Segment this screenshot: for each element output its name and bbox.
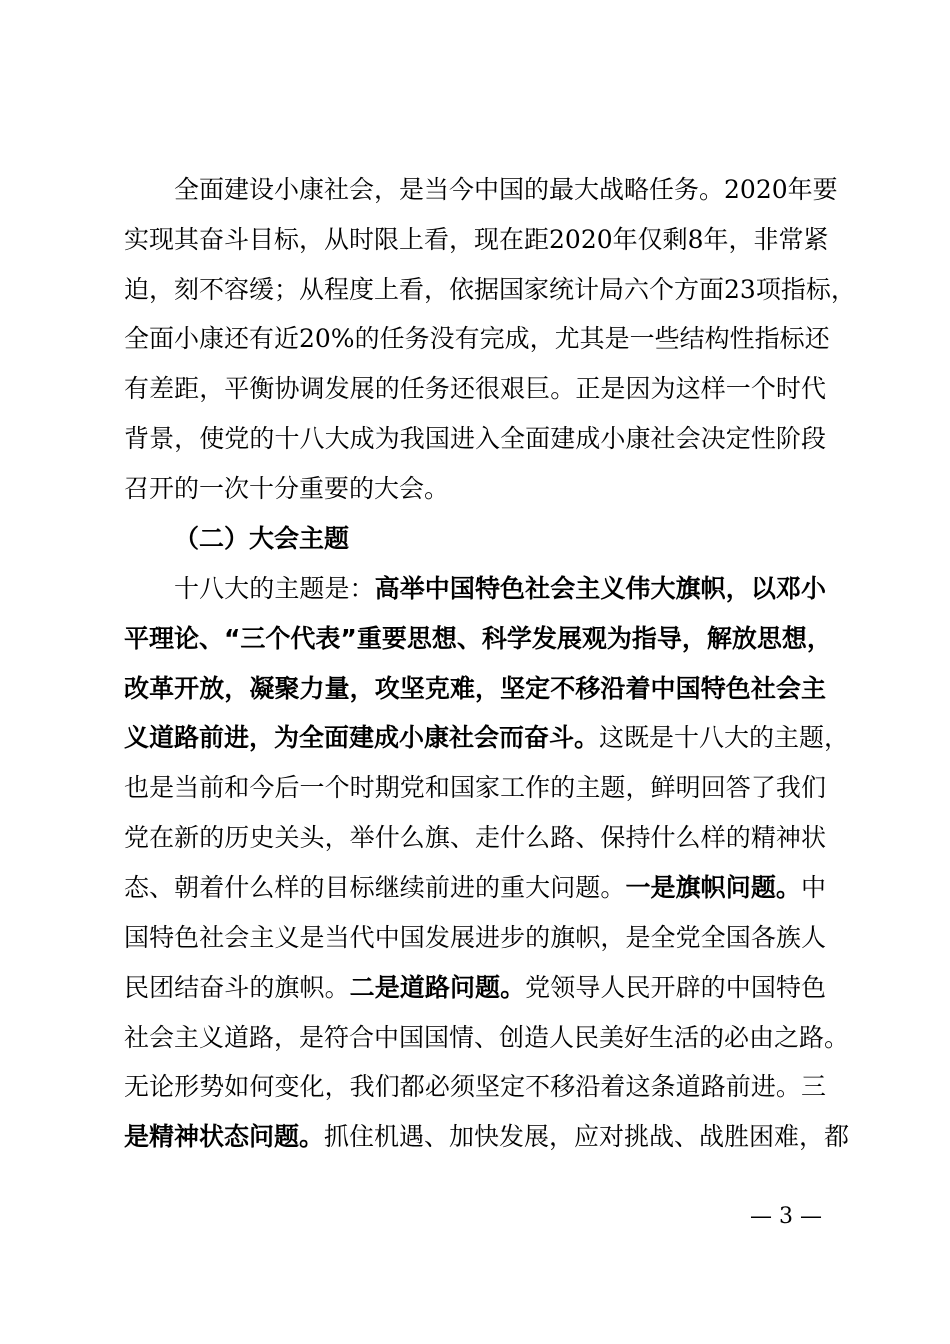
paragraph-2-line-8: 国特色社会主义是当代中国发展进步的旗帜，是全党全国各族人: [124, 923, 826, 952]
paragraph-2-line-12: [124, 1112, 850, 1162]
paragraph-2-line-2: 平理论、“三个代表”重要思想、科学发展观为指导，解放思想，: [124, 624, 832, 653]
paragraph-1-line-4: 全面小康还有近20%的任务没有完成，尤其是一些结构性指标还: [124, 324, 830, 353]
section-heading: （二）大会主题: [174, 524, 350, 553]
paragraph-1-line-7: 召开的一次十分重要的大会。: [124, 474, 450, 503]
point-one-label: 一是旗帜问题。: [625, 873, 801, 902]
paragraph-2-line-5: 也是当前和今后一个时期党和国家工作的主题，鲜明回答了我们: [124, 773, 826, 802]
paragraph-1-line-3: 迫，刻不容缓；从程度上看，依据国家统计局六个方面23项指标，: [124, 275, 856, 304]
paragraph-2-line-11: 无论形势如何变化，我们都必须坚定不移沿着这条道路前进。三: [124, 1072, 826, 1101]
paragraph-2-line-6: 党在新的历史关头，举什么旗、走什么路、保持什么样的精神状: [124, 823, 826, 852]
paragraph-1-line-6: 背景，使党的十八大成为我国进入全面建成小康社会决定性阶段: [124, 424, 826, 453]
text-run: 态、朝着什么样的目标继续前进的重大问题。: [124, 873, 626, 902]
theme-statement: 高举中国特色社会主义伟大旗帜，以邓小: [374, 574, 826, 603]
paragraph-2-line-1: [124, 564, 826, 614]
point-three-label: 是精神状态问题。: [124, 1122, 325, 1151]
text-run: 民团结奋斗的旗帜。: [124, 973, 350, 1002]
paragraph-1-line-2: 实现其奋斗目标，从时限上看，现在距2020年仅剩8年，非常紧: [124, 225, 829, 254]
page-number: — 3 —: [750, 1204, 822, 1229]
paragraph-2-line-10: 社会主义道路，是符合中国国情、创造人民美好生活的必由之路。: [124, 1023, 850, 1052]
paragraph-2-line-7: [124, 863, 826, 913]
point-two-label: 二是道路问题。: [349, 973, 526, 1002]
theme-intro: 十八大的主题是：: [174, 574, 375, 603]
theme-statement-end: 义道路前进，为全面建成小康社会而奋斗。: [124, 723, 600, 752]
paragraph-2-line-3: 改革开放，凝聚力量，攻坚克难，坚定不移沿着中国特色社会主: [124, 674, 826, 703]
text-run: 抓住机遇、加快发展，应对挑战、战胜困难，都: [324, 1122, 850, 1151]
paragraph-1-line-5: 有差距，平衡协调发展的任务还很艰巨。正是因为这样一个时代: [124, 374, 826, 403]
paragraph-2-line-9: [124, 963, 826, 1013]
paragraph-2-line-4: [124, 713, 850, 763]
paragraph-1-line-1: 全面建设小康社会，是当今中国的最大战略任务。2020年要: [174, 175, 838, 204]
text-run: 党领导人民开辟的中国特色: [525, 973, 826, 1002]
text-run: 中: [800, 873, 826, 902]
text-run: 这既是十八大的主题，: [599, 723, 850, 752]
